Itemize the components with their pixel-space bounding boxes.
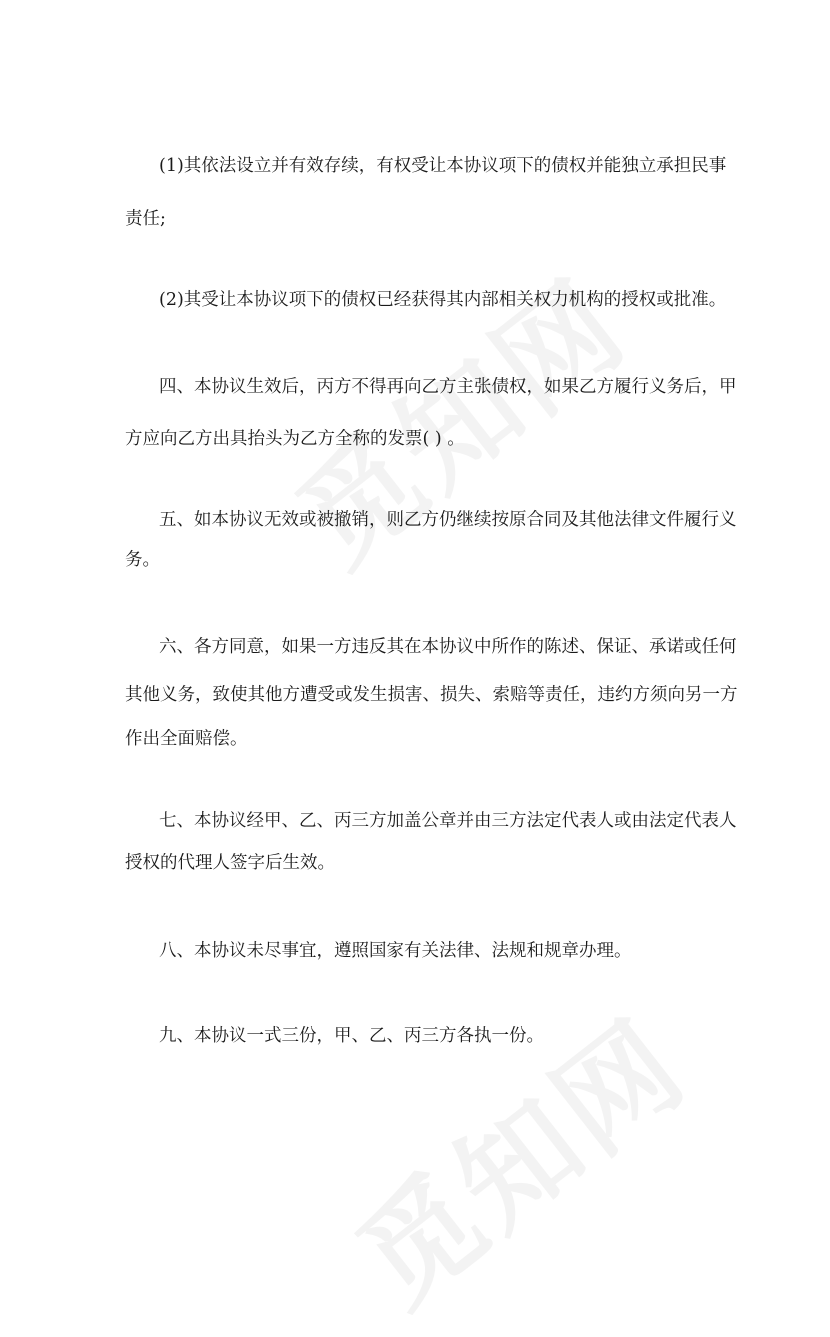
clause-line: 七、本协议经甲、乙、丙三方加盖公章并由三方法定代表人或由法定代表人 (159, 811, 737, 831)
clause-line: 方应向乙方出具抬头为乙方全称的发票( ) 。 (125, 429, 465, 449)
watermark (257, 234, 655, 597)
clause-line: 四、本协议生效后，丙方不得再向乙方主张债权，如果乙方履行义务后，甲 (159, 377, 737, 397)
clause-line: (1)其依法设立并有效存续，有权受让本协议项下的债权并能独立承担民事 (159, 156, 727, 176)
clause-line: 六、各方同意，如果一方违反其在本协议中所作的陈述、保证、承诺或任何 (159, 637, 737, 657)
clause-line: 务。 (125, 550, 160, 570)
clause-line: 其他义务，致使其他方遭受或发生损害、损失、索赔等责任，违约方须向另一方 (125, 685, 738, 705)
clause-line: 五、如本协议无效或被撤销，则乙方仍继续按原合同及其他法律文件履行义 (159, 510, 737, 530)
clause-line: 九、本协议一式三份，甲、乙、丙三方各执一份。 (159, 1026, 544, 1046)
clause-line: (2)其受让本协议项下的债权已经获得其内部相关权力机构的授权或批准。 (159, 290, 727, 310)
clause-line: 责任; (125, 209, 166, 229)
clause-line: 作出全面赔偿。 (125, 729, 248, 749)
clause-line: 授权的代理人签字后生效。 (125, 853, 335, 873)
clause-line: 八、本协议未尽事宜，遵照国家有关法律、法规和规章办理。 (159, 941, 632, 961)
